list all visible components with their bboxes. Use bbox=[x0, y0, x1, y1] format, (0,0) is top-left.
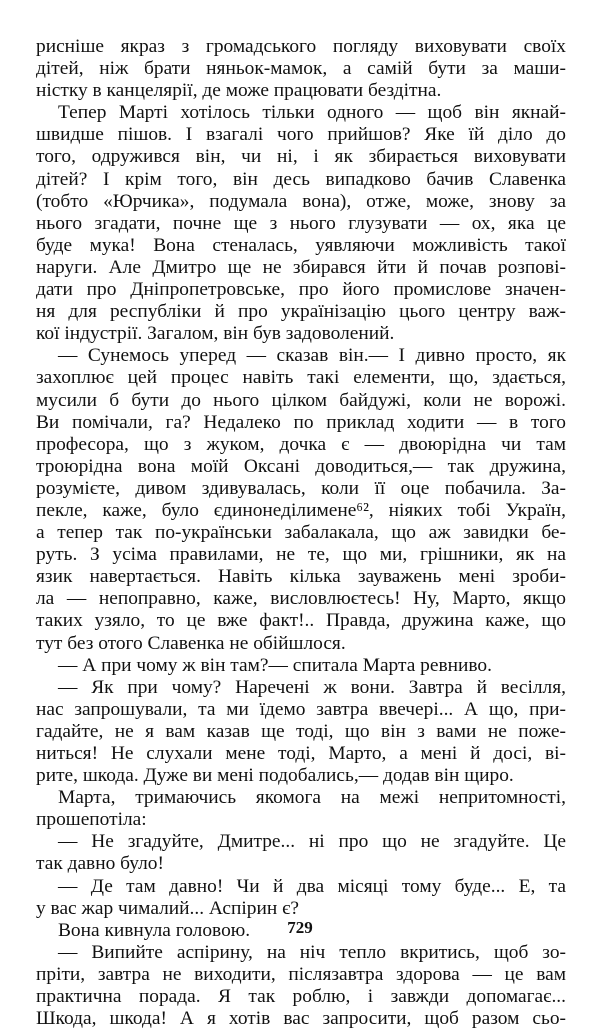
text-line: Вона кивнула головою. bbox=[58, 919, 251, 941]
text-line: буде мука! Вона стеналась, уявляючи можливість такої bbox=[36, 234, 566, 256]
text-line: у вас жар чималий... Аспірин є? bbox=[36, 897, 300, 919]
text-line: — А при чому ж він там?— спитала Марта ревниво. bbox=[58, 654, 492, 676]
text-line: нього згадати, почне ще з нього глузувати — ох, яка це bbox=[36, 212, 566, 234]
text-line: (тобто «Юрчика», подумала вона), отже, може, знову за bbox=[36, 190, 566, 212]
text-line: практична порада. Я так роблю, і завжди допомагає... bbox=[36, 986, 566, 1008]
text-line: язик навертається. Навіть кілька зауважень мені зроби- bbox=[36, 566, 566, 588]
text-line: — Не згадуйте, Дмитре... ні про що не згадуйте. Це bbox=[58, 831, 566, 853]
text-line: розумієте, дивом здивувалась, коли її оце побачила. За- bbox=[36, 477, 566, 499]
page-body bbox=[36, 36, 566, 1030]
text-line: рите, шкода. Дуже ви мені подобались,— додав він щиро. bbox=[36, 765, 514, 787]
text-line: Тепер Марті хотілось тільки одного — щоб він якнай- bbox=[58, 102, 566, 124]
text-line: наруги. Але Дмитро ще не збирався йти й почав розпові- bbox=[36, 256, 566, 278]
text-line: ня для республіки й про українізацію цього центру важ- bbox=[36, 301, 566, 323]
text-line: — Як при чому? Наречені ж вони. Завтра й весілля, bbox=[58, 676, 566, 698]
text-line: дітей? І крім того, він десь випадково бачив Славенка bbox=[36, 168, 566, 190]
text-line: — Де там давно! Чи й два місяці тому буде... Е, та bbox=[58, 875, 566, 897]
text-line: мусили б бути до нього цілком байдужі, коли не ворожі. bbox=[36, 389, 566, 411]
text-line: пекле, каже, було єдинонеділимене⁶², ніяких тобі Україн, bbox=[36, 499, 566, 521]
text-line: професора, що з жуком, дочка є — двоюрідна чи там bbox=[36, 433, 566, 455]
text-line: ністку в канцелярії, де може працювати бездітна. bbox=[36, 80, 442, 102]
text-line: а тепер так по-українськи забалакала, що аж завидки бе- bbox=[36, 522, 566, 544]
text-line: тут без отого Славенка не обійшлося. bbox=[36, 632, 346, 654]
text-line: кої індустрії. Загалом, він був задоволений. bbox=[36, 323, 395, 345]
text-line: Шкода, шкода! А я хотів вас запросити, щоб разом сьо- bbox=[36, 1008, 566, 1030]
text-line: — Сунемось уперед — сказав він.— І дивно просто, як bbox=[58, 345, 566, 367]
text-line: Марта, тримаючись якомога на межі непритомності, bbox=[58, 787, 566, 809]
text-line: швидше пішов. І взагалі чого прийшов? Яке їй діло до bbox=[36, 124, 566, 146]
text-line: того, одружився він, чи ні, і як збирається виховувати bbox=[36, 146, 566, 168]
text-line: ла — непоправно, каже, висловлюєтесь! Ну, Марто, якщо bbox=[36, 588, 566, 610]
text-line: гадайте, не я вам казав ще тоді, що він з вами не поже- bbox=[36, 720, 566, 742]
page-number: 729 bbox=[287, 918, 313, 937]
text-line: троюрідна вона моїй Оксані доводиться,— так дружина, bbox=[36, 455, 566, 477]
text-line: рисніше якраз з громадського погляду виховувати своїх bbox=[36, 36, 566, 57]
text-line: таких узяло, то це вже факт!.. Правда, дружина каже, що bbox=[36, 610, 566, 632]
text-line: пріти, завтра не виходити, післязавтра здорова — це вам bbox=[36, 963, 566, 985]
text-line: Ви помічали, га? Недалеко по приклад ходити — в того bbox=[36, 411, 566, 433]
text-line: дати про Дніпропетровське, про його промислове значен- bbox=[36, 279, 566, 301]
text-line: захоплює цей процес навіть такі елементи, що, здається, bbox=[36, 367, 566, 389]
text-line: так давно було! bbox=[36, 853, 164, 875]
text-line: руть. З усіма правилами, не те, що ми, грішники, як на bbox=[36, 544, 566, 566]
text-line: — Випийте аспірину, на ніч тепло вкритись, щоб зо- bbox=[58, 941, 566, 963]
text-line: дітей, ніж брати няньок-мамок, а самій бути за маши- bbox=[36, 58, 566, 80]
text-line: ниться! Не слухали мене тоді, Марто, а мені й досі, ві- bbox=[36, 743, 566, 764]
text-line: нас запрошували, та ми їдемо завтра ввечері... А що, при- bbox=[36, 698, 566, 720]
text-line: прошепотіла: bbox=[36, 809, 147, 831]
